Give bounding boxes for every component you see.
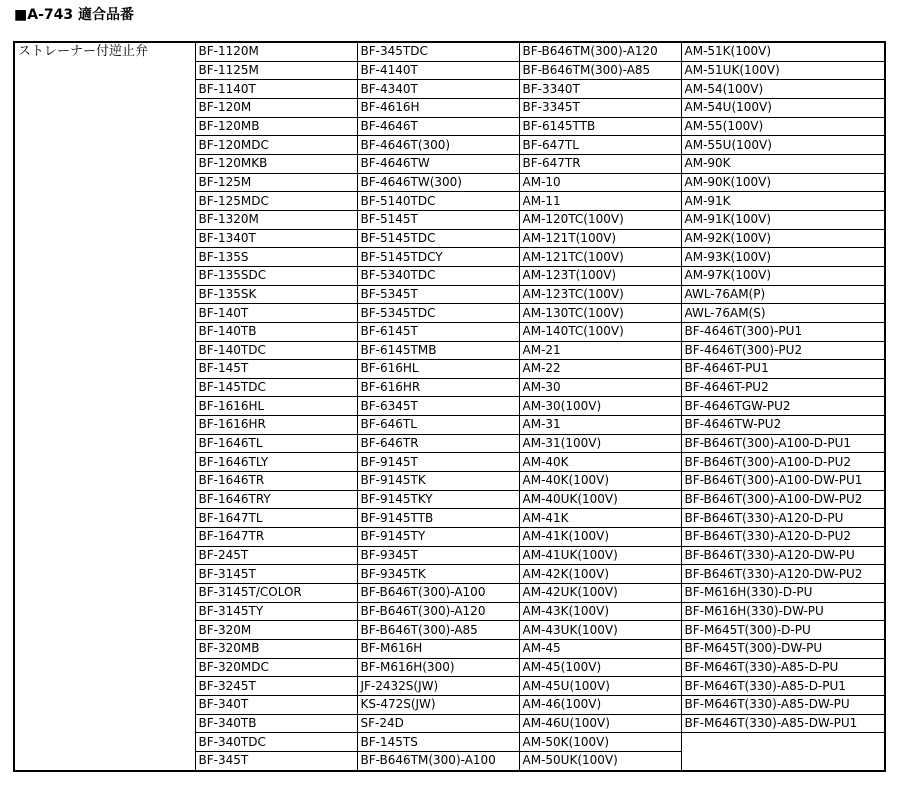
model-number-cell: AM-90K(100V) [681,173,885,192]
model-number-cell: BF-M646T(330)-A85-DW-PU1 [681,714,885,733]
model-number-cell: BF-4646T(300) [357,136,519,155]
model-number-cell: BF-6345T [357,397,519,416]
model-number-cell: AM-92K(100V) [681,229,885,248]
model-number-cell: AM-121T(100V) [519,229,681,248]
empty-cell [681,733,885,771]
model-number-cell: AM-55(100V) [681,117,885,136]
model-number-cell: AM-22 [519,360,681,379]
model-number-cell: BF-345T [195,751,357,770]
model-number-cell: AM-45(100V) [519,658,681,677]
model-number-cell: BF-6145T [357,322,519,341]
model-number-cell: BF-4616H [357,98,519,117]
model-number-cell: AM-121TC(100V) [519,248,681,267]
model-number-cell: BF-5345T [357,285,519,304]
model-number-cell: AM-42UK(100V) [519,584,681,603]
model-number-cell: BF-1320M [195,210,357,229]
model-number-cell: AM-140TC(100V) [519,322,681,341]
model-number-cell: BF-145T [195,360,357,379]
model-number-cell: SF-24D [357,714,519,733]
model-number-cell: BF-9145TKY [357,490,519,509]
model-number-cell: BF-6145TTB [519,117,681,136]
model-number-cell: BF-4646TW-PU2 [681,416,885,435]
model-number-cell: AM-40K [519,453,681,472]
model-number-cell: BF-320M [195,621,357,640]
model-number-cell: BF-5345TDC [357,304,519,323]
model-number-cell: BF-3145T [195,565,357,584]
model-number-cell: AM-30 [519,378,681,397]
model-number-cell: BF-B646T(300)-A100-DW-PU2 [681,490,885,509]
model-number-cell: AM-123T(100V) [519,266,681,285]
model-number-cell: BF-340TB [195,714,357,733]
model-number-cell: BF-616HR [357,378,519,397]
page-title: ■A-743 適合品番 [14,7,134,23]
model-number-cell: BF-B646TM(300)-A85 [519,61,681,80]
model-number-cell: BF-1125M [195,61,357,80]
model-number-cell: BF-M616H(300) [357,658,519,677]
model-number-cell: BF-B646T(330)-A120-D-PU2 [681,528,885,547]
model-number-cell: BF-9145TY [357,528,519,547]
model-number-cell: BF-3340T [519,80,681,99]
model-number-cell: AM-31 [519,416,681,435]
model-number-cell: BF-245T [195,546,357,565]
model-number-cell: BF-M616H(330)-D-PU [681,584,885,603]
model-number-cell: AM-54U(100V) [681,98,885,117]
model-number-cell: AM-31(100V) [519,434,681,453]
model-number-cell: AM-45 [519,640,681,659]
model-number-cell: BF-B646T(300)-A120 [357,602,519,621]
model-number-cell: BF-145TDC [195,378,357,397]
model-number-cell: AM-41K [519,509,681,528]
model-number-cell: BF-1340T [195,229,357,248]
model-number-cell: BF-4646T-PU2 [681,378,885,397]
model-number-cell: BF-3245T [195,677,357,696]
model-number-cell: AM-93K(100V) [681,248,885,267]
model-number-cell: AM-40UK(100V) [519,490,681,509]
model-number-cell: BF-320MDC [195,658,357,677]
model-number-cell: AM-46(100V) [519,695,681,714]
model-number-cell: BF-120MKB [195,154,357,173]
model-number-cell: AM-55U(100V) [681,136,885,155]
model-number-cell: AM-11 [519,192,681,211]
model-number-cell: BF-616HL [357,360,519,379]
model-number-cell: BF-B646TM(300)-A120 [519,42,681,61]
model-number-cell: BF-135SK [195,285,357,304]
model-number-cell: BF-4646T [357,117,519,136]
model-number-cell: AM-51K(100V) [681,42,885,61]
model-number-cell: BF-4646T-PU1 [681,360,885,379]
model-number-cell: AWL-76AM(S) [681,304,885,323]
model-number-cell: BF-320MB [195,640,357,659]
model-number-cell: BF-9145T [357,453,519,472]
model-number-cell: BF-5145TDCY [357,248,519,267]
model-number-cell: BF-4340T [357,80,519,99]
model-number-cell: BF-1646TLY [195,453,357,472]
model-number-cell: BF-B646T(300)-A85 [357,621,519,640]
model-number-cell: BF-120MDC [195,136,357,155]
model-number-cell: BF-1646TL [195,434,357,453]
model-number-cell: BF-9145TTB [357,509,519,528]
model-number-cell: AM-50K(100V) [519,733,681,752]
model-number-cell: BF-120M [195,98,357,117]
model-number-cell: BF-1616HR [195,416,357,435]
model-number-cell: AM-91K(100V) [681,210,885,229]
model-number-cell: AM-51UK(100V) [681,61,885,80]
model-number-cell: BF-4646TGW-PU2 [681,397,885,416]
model-number-cell: BF-1647TR [195,528,357,547]
model-number-cell: BF-B646T(330)-A120-DW-PU [681,546,885,565]
model-number-cell: BF-646TR [357,434,519,453]
model-number-cell: AM-130TC(100V) [519,304,681,323]
model-number-cell: BF-M645T(300)-D-PU [681,621,885,640]
model-number-cell: AM-30(100V) [519,397,681,416]
model-number-cell: AM-42K(100V) [519,565,681,584]
model-number-cell: BF-M616H [357,640,519,659]
model-number-cell: BF-1646TR [195,472,357,491]
model-number-cell: BF-1647TL [195,509,357,528]
model-number-cell: BF-9345TK [357,565,519,584]
model-number-cell: BF-5145TDC [357,229,519,248]
model-number-cell: AM-54(100V) [681,80,885,99]
model-number-cell: BF-1120M [195,42,357,61]
model-number-cell: BF-4646TW [357,154,519,173]
model-number-cell: BF-340TDC [195,733,357,752]
compatible-models-table [13,41,886,772]
model-number-cell: BF-M645T(300)-DW-PU [681,640,885,659]
model-number-cell: AM-43K(100V) [519,602,681,621]
model-number-cell: BF-340T [195,695,357,714]
model-number-cell: AM-21 [519,341,681,360]
model-number-cell: BF-3145TY [195,602,357,621]
model-number-cell: BF-4646T(300)-PU2 [681,341,885,360]
model-number-cell: BF-M616H(330)-DW-PU [681,602,885,621]
model-number-cell: BF-B646T(330)-A120-DW-PU2 [681,565,885,584]
model-number-cell: BF-4646TW(300) [357,173,519,192]
model-number-cell: BF-B646T(300)-A100-DW-PU1 [681,472,885,491]
model-number-cell: BF-140TB [195,322,357,341]
model-number-cell: BF-4140T [357,61,519,80]
model-number-cell: BF-M646T(330)-A85-D-PU [681,658,885,677]
model-number-cell: AM-50UK(100V) [519,751,681,770]
table-row [14,42,885,61]
model-number-cell: AM-91K [681,192,885,211]
model-number-cell: BF-135SDC [195,266,357,285]
model-number-cell: AM-45U(100V) [519,677,681,696]
model-number-cell: BF-9345T [357,546,519,565]
model-number-cell: BF-1646TRY [195,490,357,509]
model-number-cell: BF-1616HL [195,397,357,416]
model-number-cell: BF-145TS [357,733,519,752]
model-number-cell: BF-B646T(300)-A100-D-PU2 [681,453,885,472]
model-number-cell: AM-10 [519,173,681,192]
model-number-cell: BF-B646T(330)-A120-D-PU [681,509,885,528]
model-number-cell: BF-M646T(330)-A85-DW-PU [681,695,885,714]
model-number-cell: BF-125MDC [195,192,357,211]
model-number-cell: BF-6145TMB [357,341,519,360]
model-number-cell: BF-5145T [357,210,519,229]
model-number-cell: BF-1140T [195,80,357,99]
model-number-cell: BF-9145TK [357,472,519,491]
model-number-cell: AWL-76AM(P) [681,285,885,304]
model-number-cell: AM-123TC(100V) [519,285,681,304]
model-number-cell: BF-B646TM(300)-A100 [357,751,519,770]
model-number-cell: BF-5140TDC [357,192,519,211]
model-number-cell: BF-3345T [519,98,681,117]
model-number-cell: BF-3145T/COLOR [195,584,357,603]
model-number-cell: JF-2432S(JW) [357,677,519,696]
row-label-strainer-check-valve: ストレーナー付逆止弁 [14,42,195,771]
model-number-cell: AM-41UK(100V) [519,546,681,565]
model-number-cell: AM-41K(100V) [519,528,681,547]
model-number-cell: BF-646TL [357,416,519,435]
model-number-cell: BF-647TR [519,154,681,173]
model-number-cell: AM-40K(100V) [519,472,681,491]
model-number-cell: AM-43UK(100V) [519,621,681,640]
model-number-cell: BF-4646T(300)-PU1 [681,322,885,341]
model-number-cell: BF-125M [195,173,357,192]
model-number-cell: AM-120TC(100V) [519,210,681,229]
model-number-cell: BF-647TL [519,136,681,155]
model-number-cell: BF-135S [195,248,357,267]
model-number-cell: BF-5340TDC [357,266,519,285]
model-number-cell: AM-90K [681,154,885,173]
model-number-cell: BF-B646T(300)-A100-D-PU1 [681,434,885,453]
model-number-cell: BF-120MB [195,117,357,136]
model-number-cell: BF-140TDC [195,341,357,360]
model-number-cell: BF-B646T(300)-A100 [357,584,519,603]
model-number-cell: BF-M646T(330)-A85-D-PU1 [681,677,885,696]
model-number-cell: AM-46U(100V) [519,714,681,733]
model-number-cell: BF-140T [195,304,357,323]
model-number-cell: BF-345TDC [357,42,519,61]
model-number-cell: KS-472S(JW) [357,695,519,714]
model-number-cell: AM-97K(100V) [681,266,885,285]
